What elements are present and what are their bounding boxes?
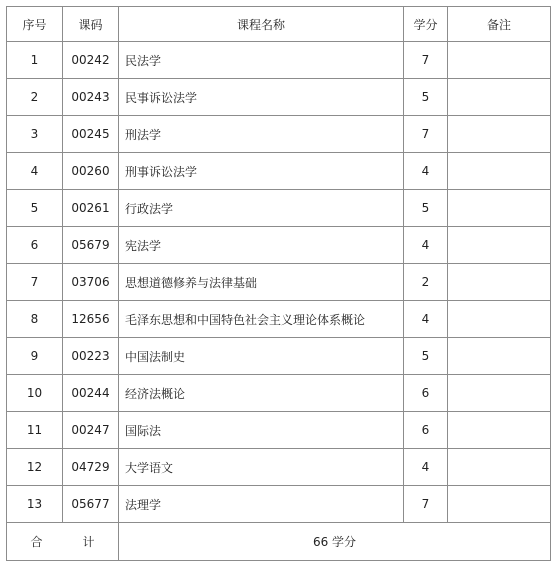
cell-credits: 4 bbox=[404, 449, 448, 486]
cell-notes bbox=[448, 449, 551, 486]
cell-notes bbox=[448, 486, 551, 523]
cell-index: 13 bbox=[7, 486, 63, 523]
cell-code: 03706 bbox=[63, 264, 119, 301]
cell-index: 9 bbox=[7, 338, 63, 375]
cell-index: 4 bbox=[7, 153, 63, 190]
header-row bbox=[7, 7, 551, 42]
cell-notes bbox=[448, 264, 551, 301]
cell-index: 3 bbox=[7, 116, 63, 153]
cell-credits: 2 bbox=[404, 264, 448, 301]
table-row bbox=[7, 227, 551, 264]
total-label-left: 合 bbox=[30, 535, 43, 549]
cell-index: 5 bbox=[7, 190, 63, 227]
table-row bbox=[7, 264, 551, 301]
cell-code: 00244 bbox=[63, 375, 119, 412]
cell-notes bbox=[448, 116, 551, 153]
header-credits: 学分 bbox=[404, 7, 448, 42]
cell-course-name: 刑事诉讼法学 bbox=[119, 153, 404, 190]
cell-credits: 5 bbox=[404, 190, 448, 227]
total-label bbox=[7, 523, 119, 561]
table-body bbox=[7, 42, 551, 561]
cell-code: 00247 bbox=[63, 412, 119, 449]
table-row bbox=[7, 338, 551, 375]
cell-course-name: 民事诉讼法学 bbox=[119, 79, 404, 116]
cell-notes bbox=[448, 227, 551, 264]
cell-course-name: 毛泽东思想和中国特色社会主义理论体系概论 bbox=[119, 301, 404, 338]
table-row bbox=[7, 79, 551, 116]
cell-notes bbox=[448, 42, 551, 79]
cell-credits: 4 bbox=[404, 227, 448, 264]
total-row bbox=[7, 523, 551, 561]
cell-code: 05679 bbox=[63, 227, 119, 264]
cell-credits: 4 bbox=[404, 153, 448, 190]
cell-notes bbox=[448, 375, 551, 412]
table-row bbox=[7, 153, 551, 190]
table-row bbox=[7, 375, 551, 412]
cell-notes bbox=[448, 338, 551, 375]
cell-course-name: 民法学 bbox=[119, 42, 404, 79]
cell-index: 8 bbox=[7, 301, 63, 338]
cell-credits: 7 bbox=[404, 486, 448, 523]
cell-course-name: 经济法概论 bbox=[119, 375, 404, 412]
cell-index: 1 bbox=[7, 42, 63, 79]
cell-code: 04729 bbox=[63, 449, 119, 486]
cell-course-name: 法理学 bbox=[119, 486, 404, 523]
total-label-right: 计 bbox=[82, 535, 95, 549]
table-row bbox=[7, 42, 551, 79]
cell-course-name: 刑法学 bbox=[119, 116, 404, 153]
cell-course-name: 行政法学 bbox=[119, 190, 404, 227]
cell-credits: 6 bbox=[404, 375, 448, 412]
table-row bbox=[7, 449, 551, 486]
table-row bbox=[7, 486, 551, 523]
course-table bbox=[6, 6, 551, 561]
cell-notes bbox=[448, 190, 551, 227]
cell-credits: 7 bbox=[404, 116, 448, 153]
header-code: 课码 bbox=[63, 7, 119, 42]
cell-code: 00245 bbox=[63, 116, 119, 153]
header-course-name: 课程名称 bbox=[119, 7, 404, 42]
cell-index: 10 bbox=[7, 375, 63, 412]
cell-notes bbox=[448, 153, 551, 190]
table-row bbox=[7, 190, 551, 227]
cell-course-name: 国际法 bbox=[119, 412, 404, 449]
cell-index: 7 bbox=[7, 264, 63, 301]
cell-credits: 5 bbox=[404, 79, 448, 116]
table-row bbox=[7, 116, 551, 153]
header-notes: 备注 bbox=[448, 7, 551, 42]
cell-credits: 7 bbox=[404, 42, 448, 79]
cell-course-name: 宪法学 bbox=[119, 227, 404, 264]
cell-code: 12656 bbox=[63, 301, 119, 338]
cell-index: 12 bbox=[7, 449, 63, 486]
cell-course-name: 思想道德修养与法律基础 bbox=[119, 264, 404, 301]
cell-credits: 5 bbox=[404, 338, 448, 375]
cell-course-name: 中国法制史 bbox=[119, 338, 404, 375]
cell-code: 00223 bbox=[63, 338, 119, 375]
total-value: 66 学分 bbox=[119, 523, 551, 561]
cell-index: 11 bbox=[7, 412, 63, 449]
cell-code: 00260 bbox=[63, 153, 119, 190]
cell-index: 6 bbox=[7, 227, 63, 264]
cell-code: 00242 bbox=[63, 42, 119, 79]
cell-code: 00243 bbox=[63, 79, 119, 116]
cell-notes bbox=[448, 79, 551, 116]
cell-notes bbox=[448, 301, 551, 338]
cell-code: 00261 bbox=[63, 190, 119, 227]
cell-code: 05677 bbox=[63, 486, 119, 523]
header-index: 序号 bbox=[7, 7, 63, 42]
cell-notes bbox=[448, 412, 551, 449]
cell-course-name: 大学语文 bbox=[119, 449, 404, 486]
table-row bbox=[7, 301, 551, 338]
cell-credits: 4 bbox=[404, 301, 448, 338]
table-row bbox=[7, 412, 551, 449]
cell-index: 2 bbox=[7, 79, 63, 116]
cell-credits: 6 bbox=[404, 412, 448, 449]
